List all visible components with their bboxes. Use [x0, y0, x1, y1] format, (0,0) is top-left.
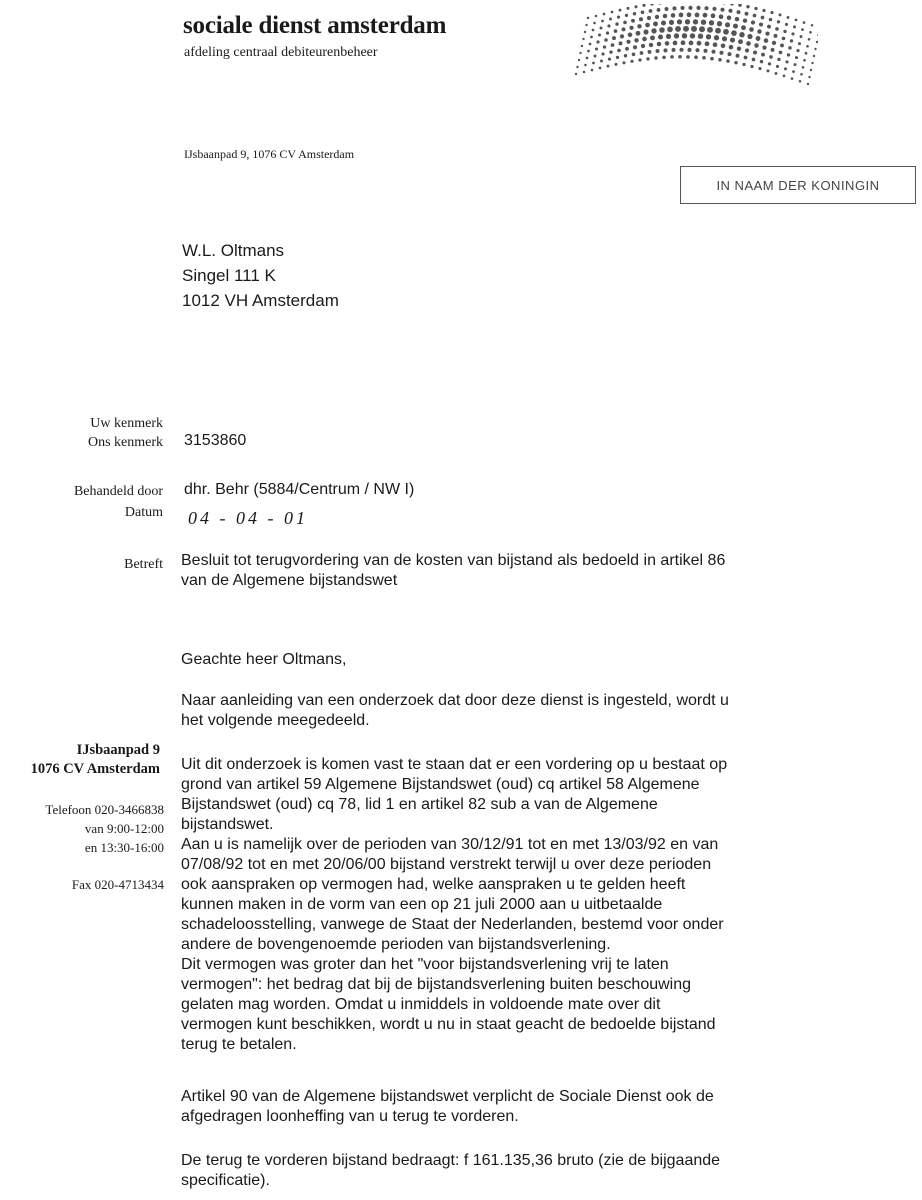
- paragraph-line: bijstandswet.: [181, 816, 274, 833]
- salutation: Geachte heer Oltmans,: [181, 651, 347, 668]
- organization-name: sociale dienst amsterdam: [183, 12, 447, 39]
- return-address: IJsbaanpad 9, 1076 CV Amsterdam: [184, 147, 355, 161]
- recipient-city: 1012 VH Amsterdam: [182, 291, 339, 310]
- paragraph-line: schadeloosstelling, vanwege de Staat der Nederlanden, bestemd voor onder: [181, 916, 724, 933]
- betreft-line: Besluit tot terugvordering van de kosten van bijstand als bedoeld in artikel 86: [181, 552, 726, 569]
- paragraph-line: Bijstandswet (oud) cq 78, lid 1 en artikel 82 sub a van de Algemene: [181, 796, 658, 813]
- paragraph-line: specificatie).: [181, 1172, 270, 1189]
- sidebar-hours: en 13:30-16:00: [84, 840, 164, 855]
- department-name: afdeling centraal debiteurenbeheer: [184, 45, 378, 60]
- paragraph-line: Naar aanleiding van een onderzoek dat door deze dienst is ingesteld, wordt u: [181, 692, 729, 709]
- paragraph-line: De terug te vorderen bijstand bedraagt: f 161.135,36 bruto (zie de bijgaande: [181, 1152, 721, 1169]
- paragraph-line: grond van artikel 59 Algemene Bijstandswet (oud) cq artikel 58 Algemene: [181, 776, 700, 793]
- datum-label: Datum: [124, 505, 163, 520]
- paragraph-line: het volgende meegedeeld.: [181, 712, 370, 729]
- handwritten-date: 04 - 04 - 01: [188, 508, 308, 528]
- sidebar-telefoon: Telefoon 020-3466838: [45, 802, 164, 817]
- ons-kenmerk-value: 3153860: [184, 432, 247, 449]
- recipient-street: Singel 111 K: [182, 266, 276, 285]
- stamp-in-naam-der-koningin: IN NAAM DER KONINGIN: [680, 166, 916, 204]
- betreft-line: van de Algemene bijstandswet: [181, 572, 398, 589]
- paragraph-amount: [181, 1151, 861, 1191]
- paragraph-line: gelaten mag worden. Omdat u inmiddels in voldoende mate over dit: [181, 996, 661, 1013]
- dotted-wave-logo-icon: [568, 4, 818, 92]
- paragraph-line: vermogen": het bedrag dat bij de bijstandsverlening buiten beschouwing: [181, 976, 692, 993]
- paragraph-findings: [181, 755, 861, 1055]
- sidebar-address: [0, 741, 160, 779]
- paragraph-line: andere de bovengenoemde perioden van bijstandsverlening.: [181, 936, 611, 953]
- sidebar-city: 1076 CV Amsterdam: [30, 761, 160, 777]
- paragraph-line: terug te betalen.: [181, 1036, 297, 1053]
- ons-kenmerk-label: Ons kenmerk: [87, 435, 163, 450]
- paragraph-line: 07/08/92 tot en met 20/06/00 bijstand verstrekt terwijl u over deze perioden: [181, 856, 712, 873]
- sidebar-contact: [0, 800, 164, 857]
- paragraph-line: Aan u is namelijk over de perioden van 30/12/91 tot en met 13/03/92 en van: [181, 836, 719, 853]
- betreft-label: Betreft: [124, 557, 163, 572]
- behandeld-door-value: dhr. Behr (5884/Centrum / NW I): [184, 481, 415, 498]
- paragraph-intro: [181, 691, 861, 731]
- behandeld-door-label: Behandeld door: [73, 484, 163, 499]
- recipient-name: W.L. Oltmans: [182, 241, 285, 260]
- uw-kenmerk-label: Uw kenmerk: [90, 416, 163, 431]
- paragraph-line: afgedragen loonheffing van u terug te vorderen.: [181, 1108, 519, 1125]
- paragraph-line: Dit vermogen was groter dan het "voor bijstandsverlening vrij te laten: [181, 956, 669, 973]
- betreft-subject: [181, 551, 861, 591]
- sidebar-fax: Fax 020-4713434: [71, 877, 164, 892]
- paragraph-line: Uit dit onderzoek is komen vast te staan dat er een vordering op u bestaat op: [181, 756, 728, 773]
- paragraph-line: kunnen maken in de vorm van een op 21 juli 2000 aan u uitbetaalde: [181, 896, 663, 913]
- sidebar-hours: van 9:00-12:00: [84, 821, 164, 836]
- recipient-address: [182, 238, 339, 313]
- paragraph-line: vermogen kunt beschikken, wordt u nu in staat geacht de bedoelde bijstand: [181, 1016, 716, 1033]
- paragraph-loonheffing: [181, 1087, 861, 1127]
- paragraph-line: Artikel 90 van de Algemene bijstandswet verplicht de Sociale Dienst ook de: [181, 1088, 714, 1105]
- paragraph-line: ook aanspraken op vermogen had, welke aanspraken u te gelden heeft: [181, 876, 686, 893]
- sidebar-street: IJsbaanpad 9: [76, 742, 160, 758]
